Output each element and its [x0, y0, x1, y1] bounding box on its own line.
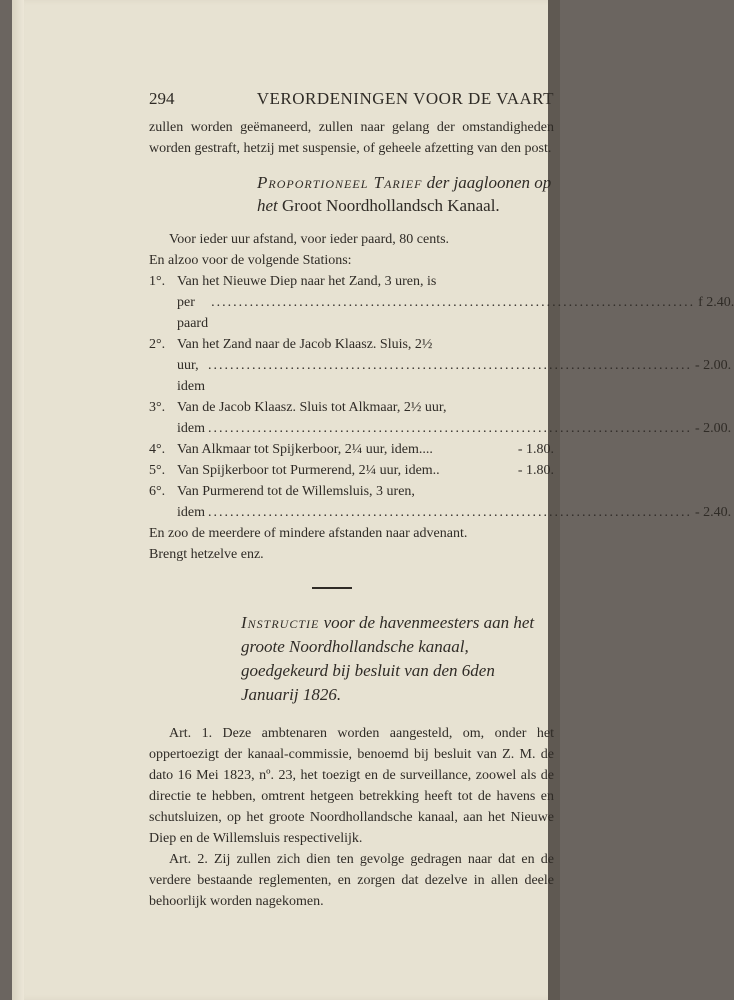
tariff-item-body: [177, 439, 554, 460]
tariff-line-2: En alzoo voor de volgende Stations:: [149, 253, 352, 268]
tariff-item-text: Van Alkmaar tot Spijkerboor, 2¼ uur, idem....: [177, 442, 433, 457]
tariff-item-amount: - 1.80.: [517, 463, 554, 478]
tariff-item-leader: [177, 355, 732, 397]
page-gutter: [12, 0, 24, 1000]
page-text: [149, 88, 734, 912]
leader-dots: ........................................................................................: [211, 295, 696, 310]
tariff-item-amount: - 2.00.: [695, 421, 732, 436]
instructie-heading-smallcaps: Instructie: [241, 613, 320, 632]
page-header: [149, 88, 554, 109]
tariff-item-text-2: idem: [177, 421, 205, 436]
tariff-item-text-2: uur, idem: [177, 358, 205, 394]
tariff-item-body: [177, 334, 732, 397]
leader-dots: ........................................................................................: [208, 421, 692, 436]
tariff-item-body: [177, 460, 554, 481]
tariff-heading: [257, 171, 554, 217]
tariff-item-number: 3°.: [149, 400, 166, 415]
running-title: VERORDENINGEN VOOR DE VAART: [256, 89, 554, 108]
section-divider: [312, 587, 352, 589]
article-1: Art. 1. Deze ambtenaren worden aangesteld, om, onder het oppertoezigt der kanaal-commissie, benoemd bij besluit van Z. M. de dato 16 Mei 1823, nº. 23, het toezigt en de surveillance, zoowel als de directie te hebben, omtrent hetgeen betrekking heeft tot de havens en schutsluizen, op het groote Noordhollandsche kanaal, aan het Nieuwe Diep en de Willemsluis respectivelijk.: [149, 726, 554, 846]
tariff-item-body: [177, 481, 732, 523]
tariff-item-leader: [177, 439, 554, 460]
tariff-item-body: [177, 271, 734, 334]
tariff-line-4: Brengt hetzelve enz.: [149, 547, 264, 562]
intro-paragraph: zullen worden geëmaneerd, zullen naar gelang der omstandigheden worden gestraft, hetzij met suspensie, of geheele afzetting van den post.: [149, 120, 554, 156]
page-number: 294: [149, 89, 175, 108]
tariff-item-leader: [177, 502, 732, 523]
tariff-item: [149, 334, 732, 397]
tariff-line-3: En zoo de meerdere of mindere afstanden naar advenant.: [149, 526, 468, 541]
tariff-item-leader: [177, 418, 732, 439]
tariff-item-amount: - 2.00.: [695, 358, 732, 373]
tariff-heading-upright: Groot Noordhollandsch Kanaal.: [282, 196, 500, 215]
instructie-heading-italic: voor de havenmeesters aan het groote Noordhollandsche kanaal, goedgekeurd bij besluit van den 6den Januarij 1826.: [241, 613, 535, 704]
tariff-item-leader: [177, 292, 734, 334]
tariff-item-body: [177, 397, 732, 439]
tariff-item-text: Van Spijkerboor tot Purmerend, 2¼ uur, idem..: [177, 463, 440, 478]
tariff-item-amount: - 1.80.: [517, 442, 554, 457]
tariff-item-amount: - 2.40.: [695, 505, 732, 520]
tariff-item-text-2: per paard: [177, 295, 209, 331]
tariff-item: [149, 460, 554, 481]
tariff-item-number: 1°.: [149, 274, 166, 289]
tariff-item: [149, 271, 734, 334]
tariff-list: [149, 271, 734, 523]
tariff-item: [149, 397, 732, 439]
tariff-item: [149, 481, 732, 523]
tariff-heading-smallcaps: Proportioneel Tarief: [257, 173, 423, 192]
article-2: Art. 2. Zij zullen zich dien ten gevolge gedragen naar dat en de verdere bestaande reglementen, en zorgen dat dezelve in allen deele behoorlijk worden nagekomen.: [149, 852, 554, 909]
tariff-item-text: Van de Jacob Klaasz. Sluis tot Alkmaar, 2½ uur,: [177, 400, 447, 415]
tariff-item-text: Van het Zand naar de Jacob Klaasz. Sluis, 2½: [177, 337, 433, 352]
tariff-item-leader: [177, 460, 554, 481]
tariff-item-number: 4°.: [149, 442, 166, 457]
leader-dots: ........................................................................................: [208, 505, 692, 520]
tariff-item-text-2: idem: [177, 505, 205, 520]
tariff-item-amount: f 2.40.: [698, 295, 734, 310]
tariff-item: [149, 439, 554, 460]
instructie-heading: [241, 611, 554, 707]
tariff-item-text: Van Purmerend tot de Willemsluis, 3 uren,: [177, 484, 415, 499]
tariff-item-text: Van het Nieuwe Diep naar het Zand, 3 uren, is: [177, 274, 437, 289]
tariff-line-1: Voor ieder uur afstand, voor ieder paard, 80 cents.: [169, 232, 450, 247]
leader-dots: ........................................................................................: [208, 358, 692, 373]
tariff-item-number: 5°.: [149, 463, 166, 478]
tariff-heading-italic: der jaagloonen op het: [257, 173, 552, 215]
tariff-item-number: 2°.: [149, 337, 166, 352]
tariff-item-number: 6°.: [149, 484, 166, 499]
book-page: [12, 0, 734, 1000]
